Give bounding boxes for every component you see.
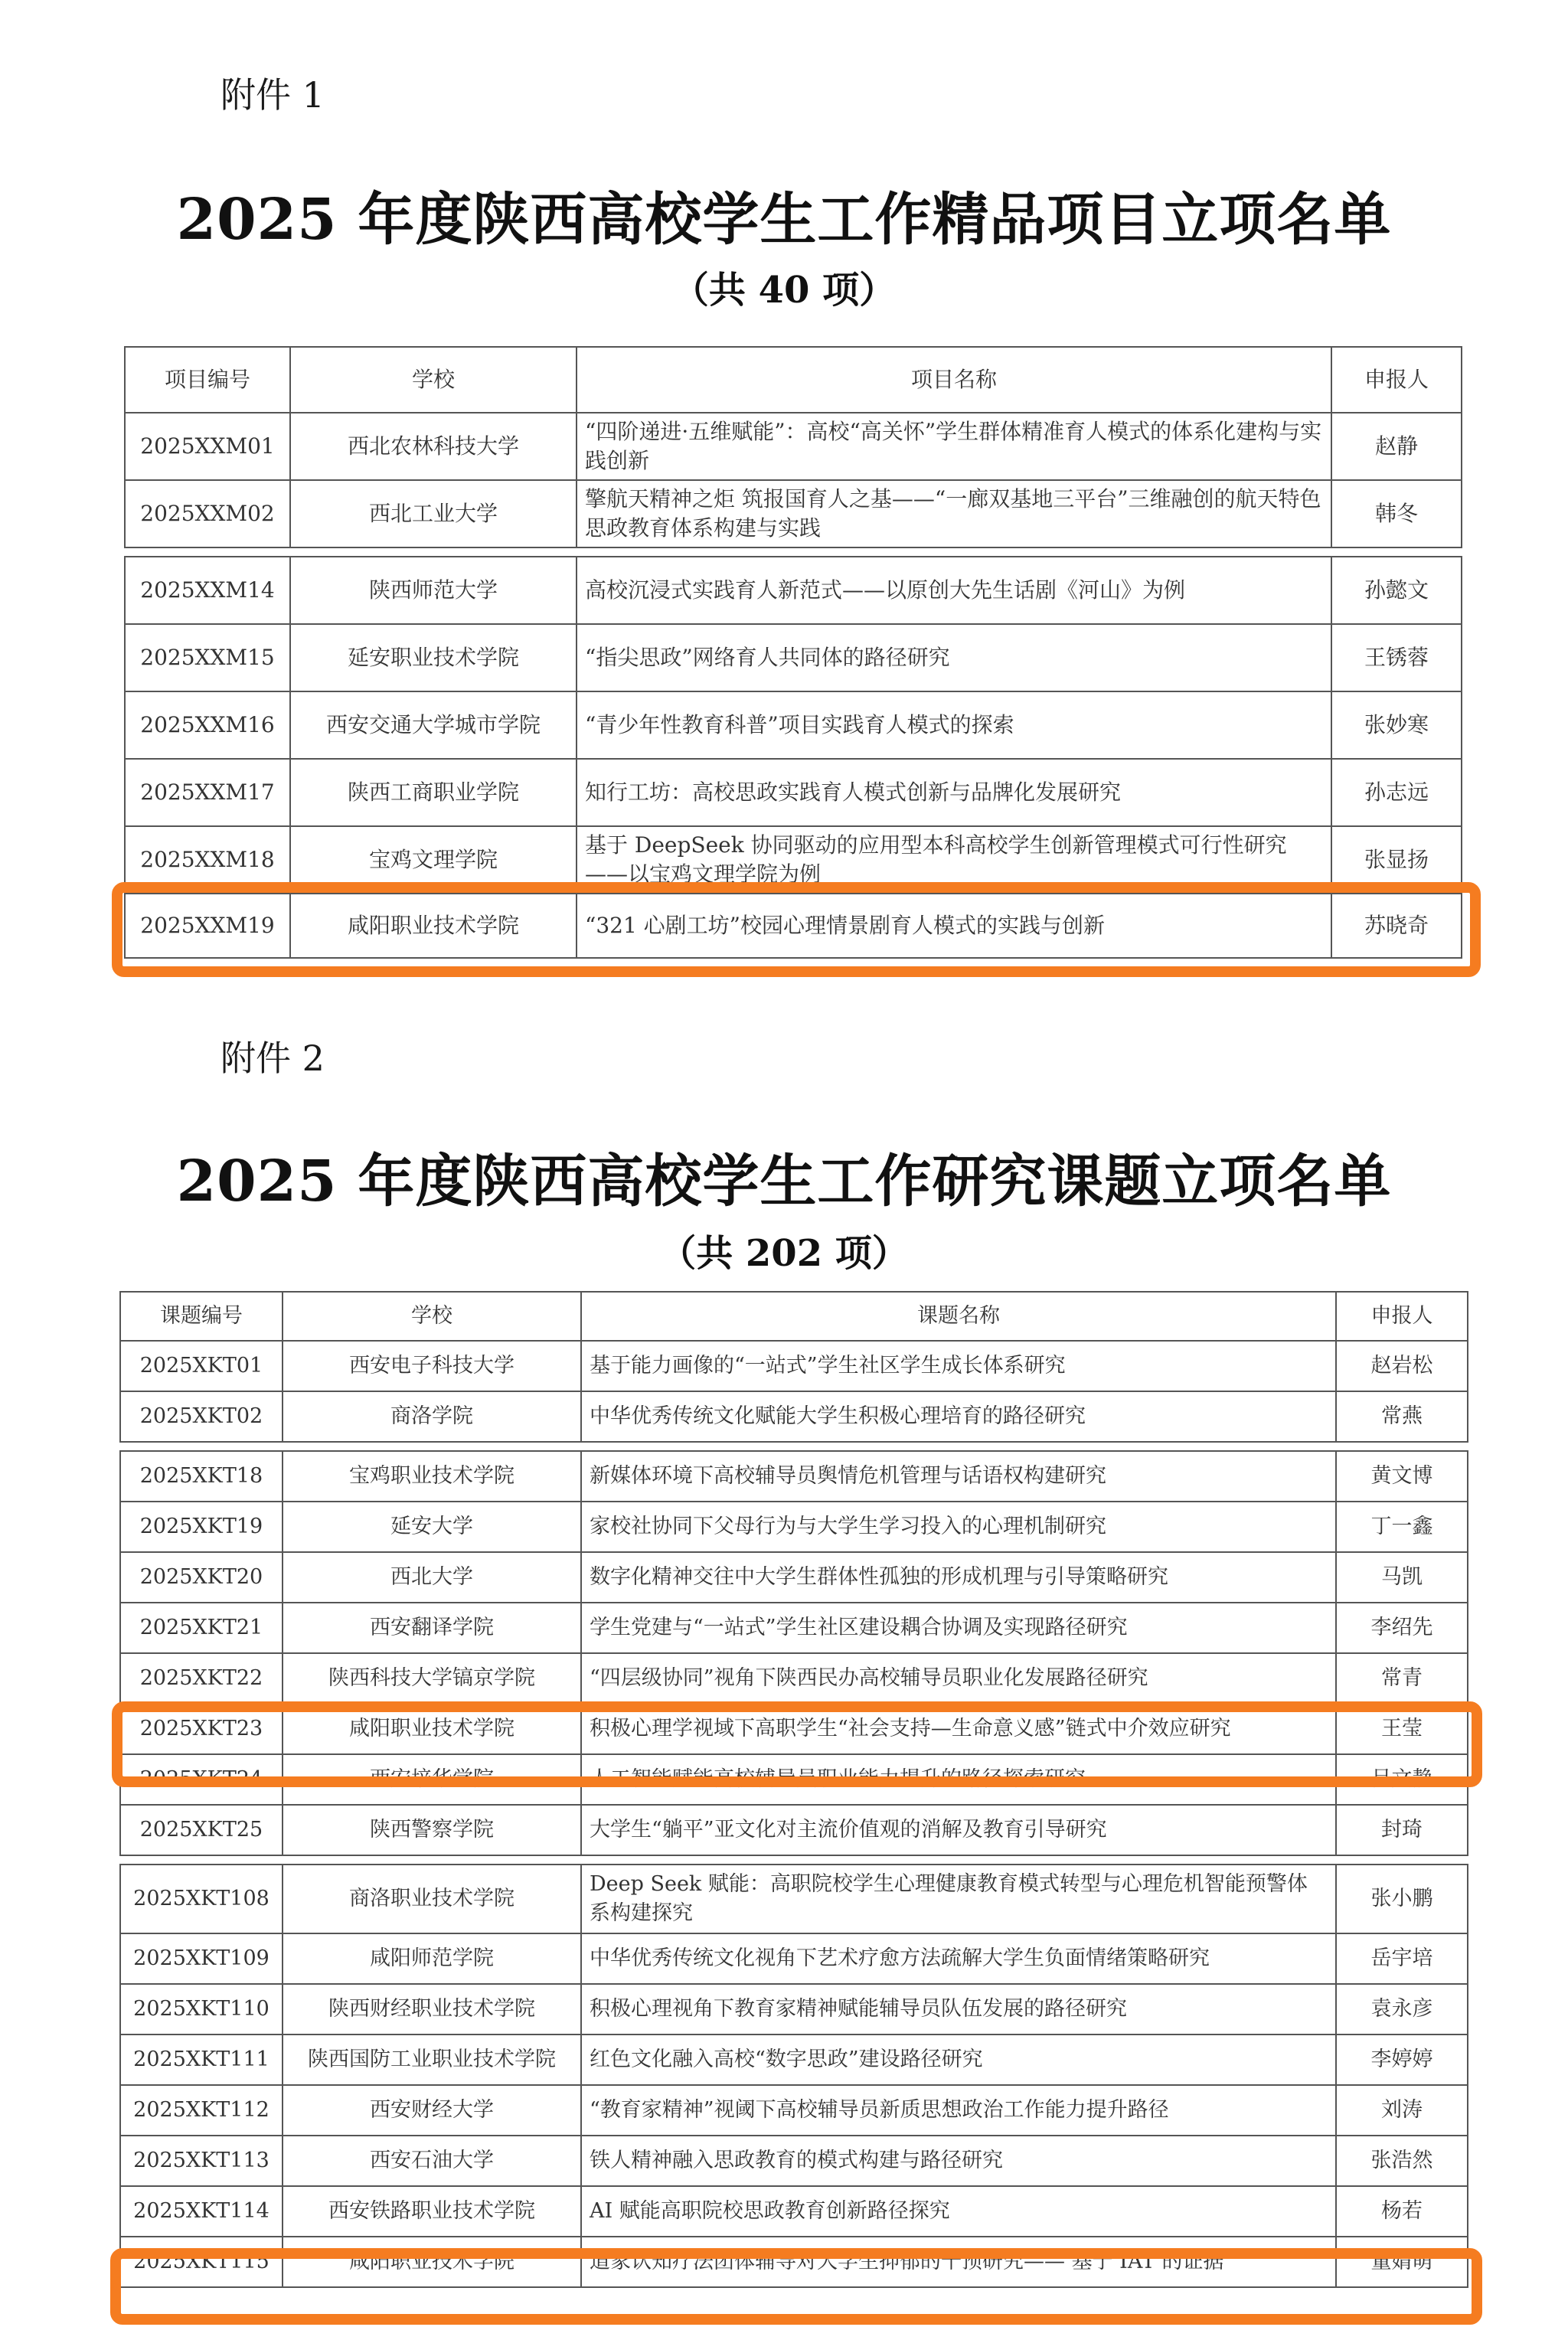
header-code: 项目编号 (125, 347, 290, 413)
table-row (120, 1502, 1468, 1552)
row-school: 陕西科技大学镐京学院 (283, 1653, 581, 1704)
annex-2-title: 2025 年度陕西高校学生工作研究课题立项名单 (176, 1149, 1392, 1214)
row-topic: AI 赋能高职院校思政教育创新路径探究 (581, 2186, 1336, 2237)
row-applicant: 赵静 (1331, 413, 1462, 480)
row-applicant: 常燕 (1336, 1391, 1468, 1442)
annex-2-label: 附件 2 (220, 1038, 325, 1079)
row-topic: 基于能力画像的“一站式”学生社区学生成长体系研究 (581, 1341, 1336, 1391)
annex-1-label: 附件 1 (220, 74, 325, 116)
row-school: 西北工业大学 (290, 480, 577, 547)
row-school: 西北大学 (283, 1552, 581, 1603)
row-applicant: 孙懿文 (1331, 557, 1462, 624)
row-school: 西安交通大学城市学院 (290, 691, 577, 759)
row-applicant: 马凯 (1336, 1552, 1468, 1603)
row-applicant: 黄文博 (1336, 1451, 1468, 1502)
row-code: 2025XKT23 (120, 1704, 283, 1754)
table-header-row (125, 347, 1462, 413)
row-applicant: 董婧萌 (1336, 2237, 1468, 2287)
row-applicant: 张小鹏 (1336, 1865, 1468, 1933)
row-school: 西安财经大学 (283, 2085, 581, 2136)
row-project: 知行工坊：高校思政实践育人模式创新与品牌化发展研究 (577, 759, 1331, 826)
row-school: 陕西师范大学 (290, 557, 577, 624)
table-row (120, 2136, 1468, 2186)
row-applicant: 王莹 (1336, 1704, 1468, 1754)
row-school: 西安石油大学 (283, 2136, 581, 2186)
header-school: 学校 (290, 347, 577, 413)
row-code: 2025XKT111 (120, 2034, 283, 2085)
row-code: 2025XKT114 (120, 2186, 283, 2237)
row-code: 2025XKT112 (120, 2085, 283, 2136)
table-row (125, 624, 1462, 691)
row-topic: 中华优秀传统文化视角下艺术疗愈方法疏解大学生负面情绪策略研究 (581, 1933, 1336, 1984)
row-applicant: 张浩然 (1336, 2136, 1468, 2186)
row-school: 陕西国防工业职业技术学院 (283, 2034, 581, 2085)
row-school: 西安电子科技大学 (283, 1341, 581, 1391)
header-applicant: 申报人 (1336, 1292, 1468, 1341)
table-gap (120, 1442, 1468, 1451)
table-row (120, 1391, 1468, 1442)
table-row (125, 480, 1462, 547)
row-topic: 积极心理学视域下高职学生“社会支持—生命意义感”链式中介效应研究 (581, 1704, 1336, 1754)
row-applicant: 王锈蓉 (1331, 624, 1462, 691)
row-school: 西北农林科技大学 (290, 413, 577, 480)
row-code: 2025XKT19 (120, 1502, 283, 1552)
row-topic: 人工智能赋能高校辅导员职业能力提升的路径探索研究 (581, 1754, 1336, 1805)
row-code: 2025XKT109 (120, 1933, 283, 1984)
table-row (120, 1341, 1468, 1391)
row-school: 陕西警察学院 (283, 1805, 581, 1855)
table-header-row (120, 1292, 1468, 1341)
table-row (120, 1451, 1468, 1502)
row-school: 商洛职业技术学院 (283, 1865, 581, 1933)
header-topic: 课题名称 (581, 1292, 1336, 1341)
table-row (120, 2085, 1468, 2136)
row-code: 2025XXM01 (125, 413, 290, 480)
row-topic: 中华优秀传统文化赋能大学生积极心理培育的路径研究 (581, 1391, 1336, 1442)
table-row-highlighted (120, 1704, 1468, 1754)
row-applicant: 岳宇培 (1336, 1933, 1468, 1984)
row-topic: 学生党建与“一站式”学生社区建设耦合协调及实现路径研究 (581, 1603, 1336, 1653)
row-code: 2025XKT01 (120, 1341, 283, 1391)
row-applicant: 李绍先 (1336, 1603, 1468, 1653)
row-applicant: 封琦 (1336, 1805, 1468, 1855)
row-applicant: 杨若 (1336, 2186, 1468, 2237)
row-school: 延安职业技术学院 (290, 624, 577, 691)
row-topic: “教育家精神”视阈下高校辅导员新质思想政治工作能力提升路径 (581, 2085, 1336, 2136)
row-code: 2025XXM17 (125, 759, 290, 826)
annex-2-count: （共 202 项） (659, 1232, 909, 1275)
row-topic: 数字化精神交往中大学生群体性孤独的形成机理与引导策略研究 (581, 1552, 1336, 1603)
row-code: 2025XKT108 (120, 1865, 283, 1933)
row-applicant: 常青 (1336, 1653, 1468, 1704)
table-row (125, 413, 1462, 480)
annex-1-count: （共 40 项） (671, 269, 897, 312)
row-code: 2025XKT115 (120, 2237, 283, 2287)
annex-2-table (119, 1291, 1468, 2288)
row-applicant: 刘涛 (1336, 2085, 1468, 2136)
row-topic: 红色文化融入高校“数字思政”建设路径研究 (581, 2034, 1336, 2085)
row-school: 宝鸡职业技术学院 (283, 1451, 581, 1502)
row-school: 宝鸡文理学院 (290, 826, 577, 894)
table-row (125, 826, 1462, 894)
row-topic: “四层级协同”视角下陕西民办高校辅导员职业化发展路径研究 (581, 1653, 1336, 1704)
row-project: “四阶递进·五维赋能”：高校“高关怀”学生群体精准育人模式的体系化建构与实践创新 (577, 413, 1331, 480)
table-row (120, 1984, 1468, 2034)
row-code: 2025XKT25 (120, 1805, 283, 1855)
row-project: “青少年性教育科普”项目实践育人模式的探索 (577, 691, 1331, 759)
row-code: 2025XKT110 (120, 1984, 283, 2034)
row-applicant: 孙志远 (1331, 759, 1462, 826)
row-topic: 家校社协同下父母行为与大学生学习投入的心理机制研究 (581, 1502, 1336, 1552)
row-code: 2025XKT24 (120, 1754, 283, 1805)
row-applicant: 韩冬 (1331, 480, 1462, 547)
row-school: 西安翻译学院 (283, 1603, 581, 1653)
row-applicant: 张妙寒 (1331, 691, 1462, 759)
header-code: 课题编号 (120, 1292, 283, 1341)
row-applicant: 苏晓奇 (1331, 894, 1462, 958)
row-code: 2025XKT02 (120, 1391, 283, 1442)
row-code: 2025XXM15 (125, 624, 290, 691)
header-applicant: 申报人 (1331, 347, 1462, 413)
table-row (125, 759, 1462, 826)
row-school: 咸阳职业技术学院 (290, 894, 577, 958)
row-code: 2025XXM02 (125, 480, 290, 547)
row-school: 咸阳师范学院 (283, 1933, 581, 1984)
annex-1-table (124, 346, 1462, 959)
table-row (120, 2034, 1468, 2085)
row-code: 2025XKT22 (120, 1653, 283, 1704)
table-row (120, 1653, 1468, 1704)
table-row (120, 1754, 1468, 1805)
annex-1-title: 2025 年度陕西高校学生工作精品项目立项名单 (176, 187, 1392, 253)
row-project: “指尖思政”网络育人共同体的路径研究 (577, 624, 1331, 691)
row-applicant: 赵岩松 (1336, 1341, 1468, 1391)
row-code: 2025XXM19 (125, 894, 290, 958)
row-topic: 积极心理视角下教育家精神赋能辅导员队伍发展的路径研究 (581, 1984, 1336, 2034)
row-project: 高校沉浸式实践育人新范式——以原创大先生话剧《河山》为例 (577, 557, 1331, 624)
row-school: 商洛学院 (283, 1391, 581, 1442)
row-code: 2025XXM18 (125, 826, 290, 894)
table-row (125, 557, 1462, 624)
row-school: 西安培华学院 (283, 1754, 581, 1805)
table-row (120, 1933, 1468, 1984)
header-project: 项目名称 (577, 347, 1331, 413)
table-gap (120, 1855, 1468, 1865)
table-row (120, 1552, 1468, 1603)
table-row (120, 1603, 1468, 1653)
row-applicant: 丁一鑫 (1336, 1502, 1468, 1552)
row-code: 2025XKT113 (120, 2136, 283, 2186)
row-topic: 新媒体环境下高校辅导员舆情危机管理与话语权构建研究 (581, 1451, 1336, 1502)
row-school: 陕西工商职业学院 (290, 759, 577, 826)
row-school: 咸阳职业技术学院 (283, 2237, 581, 2287)
table-row-highlighted (120, 2237, 1468, 2287)
row-topic: 大学生“躺平”亚文化对主流价值观的消解及教育引导研究 (581, 1805, 1336, 1855)
row-applicant: 李婷婷 (1336, 2034, 1468, 2085)
row-topic: 铁人精神融入思政教育的模式构建与路径研究 (581, 2136, 1336, 2186)
row-school: 陕西财经职业技术学院 (283, 1984, 581, 2034)
row-code: 2025XKT20 (120, 1552, 283, 1603)
row-project: 基于 DeepSeek 协同驱动的应用型本科高校学生创新管理模式可行性研究——以宝鸡文理学院为例 (577, 826, 1331, 894)
row-project: “321 心剧工坊”校园心理情景剧育人模式的实践与创新 (577, 894, 1331, 958)
row-code: 2025XKT21 (120, 1603, 283, 1653)
table-row (120, 1865, 1468, 1933)
row-topic: 道家认知疗法团体辅导对大学生抑郁的干预研究—— 基于 IAT 的证据 (581, 2237, 1336, 2287)
row-applicant: 吕文静 (1336, 1754, 1468, 1805)
table-row (120, 1805, 1468, 1855)
row-school: 西安铁路职业技术学院 (283, 2186, 581, 2237)
row-applicant: 张显扬 (1331, 826, 1462, 894)
row-code: 2025XXM16 (125, 691, 290, 759)
row-code: 2025XXM14 (125, 557, 290, 624)
header-school: 学校 (283, 1292, 581, 1341)
table-row (125, 691, 1462, 759)
table-row (120, 2186, 1468, 2237)
table-gap (125, 547, 1462, 557)
row-project: 擎航天精神之炬 筑报国育人之基——“一廊双基地三平台”三维融创的航天特色思政教育体系构建与实践 (577, 480, 1331, 547)
row-school: 延安大学 (283, 1502, 581, 1552)
row-topic: Deep Seek 赋能：高职院校学生心理健康教育模式转型与心理危机智能预警体系构建探究 (581, 1865, 1336, 1933)
row-applicant: 袁永彦 (1336, 1984, 1468, 2034)
table-row-highlighted (125, 894, 1462, 958)
row-code: 2025XKT18 (120, 1451, 283, 1502)
row-school: 咸阳职业技术学院 (283, 1704, 581, 1754)
